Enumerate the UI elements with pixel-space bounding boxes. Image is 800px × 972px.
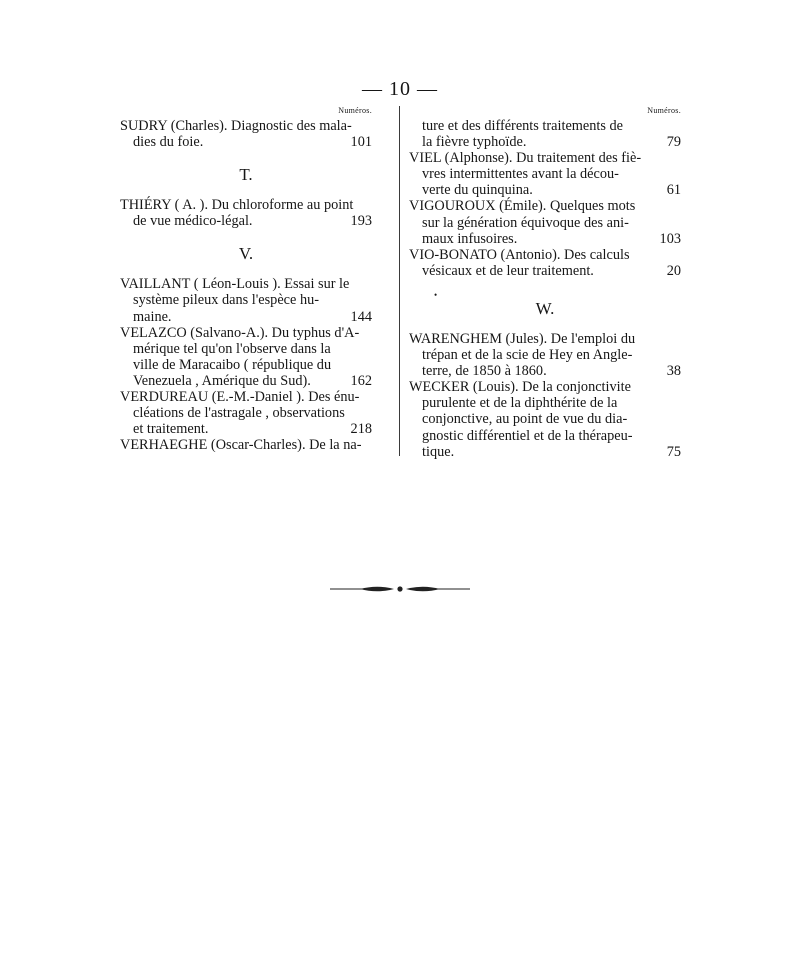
numeros-header-right: Numéros. [647,106,681,115]
entry-number: 218 [350,421,372,438]
entry-line: système pileux dans l'espèce hu- [133,292,319,309]
entry-warenghem [409,331,681,379]
entry-velazco [120,325,372,389]
entry-line: WECKER (Louis). De la conjonctivite [409,379,631,396]
entry-line: VIEL (Alphonse). Du traitement des fiè- [409,150,642,167]
entry-thiery [120,197,372,229]
entry-line: THIÉRY ( A. ). Du chloroforme au point [120,197,354,214]
entry-line: gnostic différentiel et de la thérapeu- [422,427,633,444]
entry-number: 79 [666,134,681,151]
entry-wecker [409,379,681,459]
entry-line: dies du foie. [133,134,204,151]
entry-line: cléations de l'astragale , observations [133,405,345,422]
entry-number: 75 [666,443,681,460]
entry-line: VIGOUROUX (Émile). Quelques mots [409,198,636,215]
entry-sudry [120,118,372,150]
entry-line: mérique tel qu'on l'observe dans la [133,340,331,357]
entry-line: tique. [422,443,455,460]
entry-line: terre, de 1850 à 1860. [422,363,547,380]
entry-line: VERHAEGHE (Oscar-Charles). De la na- [120,437,362,454]
entry-line: maux infusoires. [422,230,518,247]
entry-viel [409,150,681,198]
entry-verhaeghe [120,437,372,453]
section-letter-v: V. [238,244,254,264]
entry-line: ture et des différents traitements de [422,118,624,134]
entry-line: ville de Maracaibo ( république du [133,356,332,373]
tailpiece-ornament-icon [330,583,470,595]
section-letter-w: W. [535,298,555,318]
entry-line: conjonctive, au point de vue du dia- [422,411,628,428]
entry-line: VERDUREAU (E.-M.-Daniel ). Des énu- [120,389,360,406]
entry-vio-bonato [409,247,681,279]
entry-number: 144 [350,308,372,325]
entry-line: SUDRY (Charles). Diagnostic des mala- [120,118,352,134]
column-divider [399,106,400,456]
entry-number: 38 [666,363,681,380]
entry-line: verte du quinquina. [422,182,533,199]
entry-line: purulente et de la diphthérite de la [422,395,618,412]
entry-number: 20 [666,262,681,279]
entry-verhaeghe-continued [409,118,681,150]
entry-number: 101 [350,134,372,151]
entry-line: vres intermittentes avant la décou- [422,166,619,183]
entry-line: Venezuela , Amérique du Sud). [133,372,311,389]
entry-number: 61 [666,182,681,199]
numeros-header-left: Numéros. [338,106,372,115]
entry-line: WARENGHEM (Jules). De l'emploi du [409,330,636,347]
left-column [120,106,372,453]
entry-line: de vue médico-légal. [133,213,253,230]
entry-line: et traitement. [133,421,209,438]
entry-number: 193 [350,213,372,230]
section-letter-t: T. [239,165,253,185]
page-number: — 10 — [362,78,438,100]
entry-line: maine. [133,308,172,325]
entry-line: sur la génération équivoque des ani- [422,214,629,231]
entry-vaillant [120,276,372,324]
right-column [409,106,681,460]
stray-mark: • [434,290,438,300]
entry-line: vésicaux et de leur traitement. [422,262,594,279]
entry-line: la fièvre typhoïde. [422,134,527,151]
entry-vigouroux [409,198,681,246]
entry-verdureau [120,389,372,437]
entry-number: 162 [350,372,372,389]
entry-line: VIO-BONATO (Antonio). Des calculs [409,246,630,263]
entry-number: 103 [659,230,681,247]
entry-line: trépan et de la scie de Hey en Angle- [422,347,633,364]
entry-line: VAILLANT ( Léon-Louis ). Essai sur le [120,276,350,293]
entry-line: VELAZCO (Salvano-A.). Du typhus d'A- [120,324,360,341]
